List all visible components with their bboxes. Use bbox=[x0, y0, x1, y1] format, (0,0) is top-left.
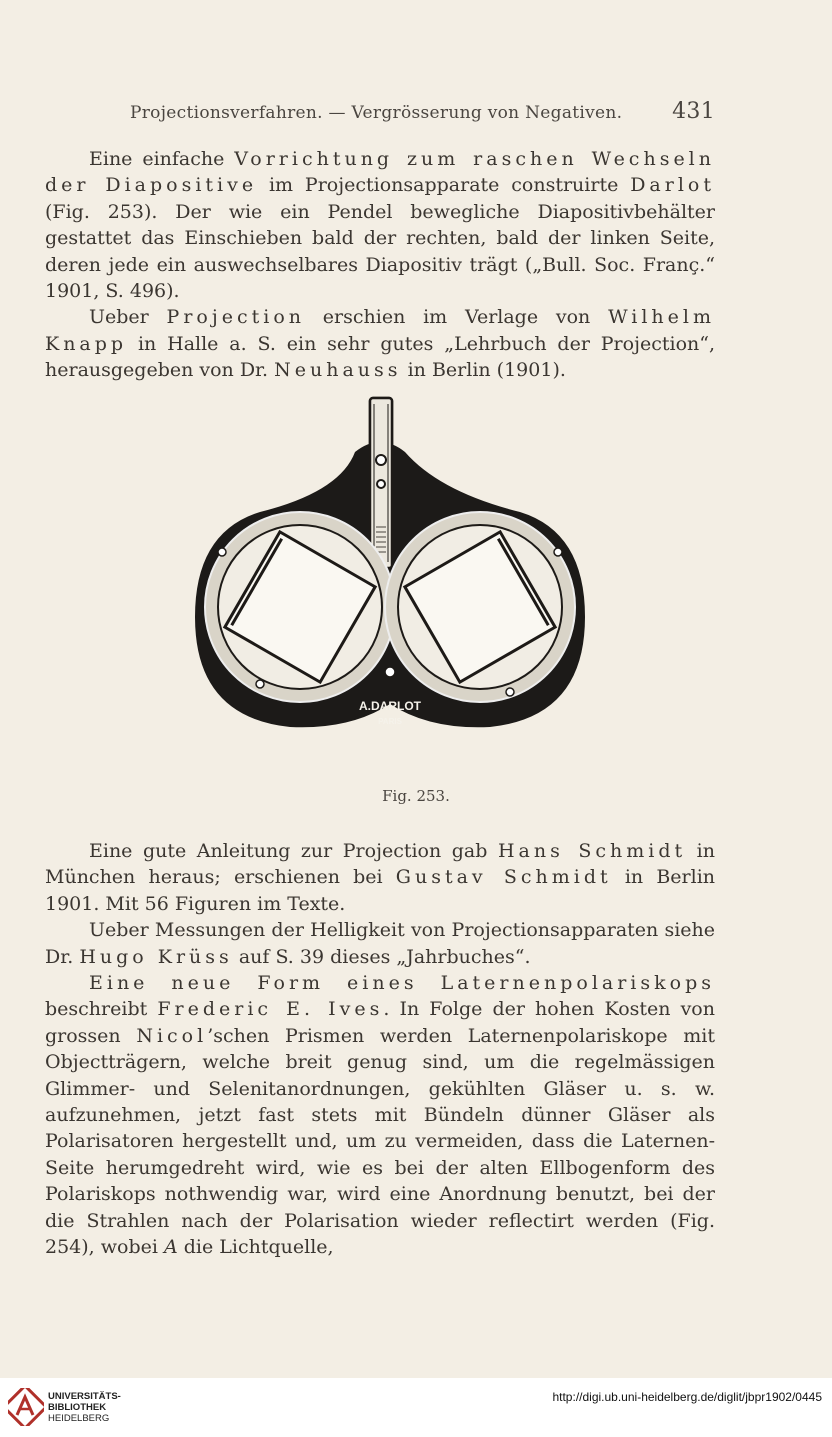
engraving-city: PARIS bbox=[378, 717, 402, 726]
figure-caption: Fig. 253. bbox=[382, 787, 450, 805]
spaced-name: Hans Schmidt bbox=[497, 840, 687, 862]
permalink-url[interactable]: http://digi.ub.uni-heidelberg.de/diglit/jbpr1902/0445 bbox=[552, 1390, 822, 1404]
library-line: UNIVERSITÄTS- bbox=[48, 1391, 121, 1402]
running-head-title: Projectionsverfahren. — Vergrösserung von Negativen. bbox=[130, 103, 623, 123]
spaced-name: Hugo Krüss bbox=[79, 945, 233, 968]
text-run: Eine gute Anleitung zur Projection gab bbox=[89, 840, 498, 862]
text-run: Ueber Messungen der Helligkeit von Projectionsapparaten siehe Dr. bbox=[45, 919, 715, 968]
spaced-term: Vorrichtung zum raschen Wechseln der Diapositive bbox=[45, 148, 715, 197]
text-run: auf S. 39 dieses „Jahrbuches“. bbox=[232, 945, 531, 968]
slide-holder-engraving bbox=[190, 392, 590, 737]
spaced-name: Darlot bbox=[630, 174, 715, 197]
text-block-bottom bbox=[45, 838, 715, 1261]
library-name bbox=[48, 1391, 121, 1424]
figure-253-slide-holder bbox=[190, 392, 590, 737]
spaced-name: Frederic E. Ives bbox=[157, 998, 384, 1021]
text-run: in Halle a. S. ein sehr gutes „Lehrbuch der Projection“, herausgegeben von Dr. bbox=[45, 332, 715, 382]
text-run: beschreibt bbox=[45, 998, 158, 1021]
text-run: Ueber bbox=[89, 306, 167, 329]
paragraph-ives bbox=[45, 970, 715, 1260]
text-run: Eine einfache bbox=[89, 148, 235, 170]
text-run: (Fig. 253). Der wie ein Pendel bewegliche Diapositivbehälter gestattet das Einschieben bald der rechten, bald der linken Seite, deren jede ein auswechselbares Diapositiv trägt („Bull. Soc. Franç.“ 1901, S. 496). bbox=[45, 200, 715, 303]
footer-bar bbox=[0, 1378, 832, 1437]
text-run: ’schen Prismen werden Laternenpolariskope mit Objectträgern, welche breit genug sind, um die regelmässigen Glimmer- und Selenitanordnungen, gekühlten Gläser u. s. w. aufzunehmen, jetzt fast stets mit Bündeln dünner Gläser als Polarisatoren hergestellt und, um zu vermeiden, dass die Laternen-Seite herumgedreht wird, wie es bei der alten Ellbogenform des Polariskops nothwendig war, wird eine Anordnung benutzt, bei der die Strahlen nach der Polarisation wieder reflectirt werden (Fig. 254), wobei bbox=[45, 1024, 715, 1259]
text-run: im Projectionsapparate construirte bbox=[257, 174, 631, 197]
page-number: 431 bbox=[672, 99, 715, 124]
text-run: . In Folge der hohen Kosten von grossen bbox=[45, 998, 715, 1047]
spaced-name: Gustav Schmidt bbox=[395, 866, 612, 889]
paragraph-kruess bbox=[45, 917, 715, 970]
spaced-term: Projection bbox=[166, 306, 306, 329]
spaced-name: Wilhelm Knapp bbox=[45, 306, 715, 355]
paragraph-schmidt bbox=[45, 838, 715, 917]
running-head bbox=[130, 99, 715, 124]
paragraph-projection-book bbox=[45, 304, 715, 383]
text-run: in München heraus; erschienen bei bbox=[45, 840, 715, 889]
spaced-name: Neuhauss bbox=[274, 359, 402, 382]
text-block-top bbox=[45, 146, 715, 384]
library-line: HEIDELBERG bbox=[48, 1413, 110, 1424]
text-run: die Lichtquelle, bbox=[177, 1236, 334, 1259]
text-run: in Berlin (1901). bbox=[401, 359, 566, 382]
text-run: in Berlin 1901. Mit 56 Figuren im Texte. bbox=[45, 866, 716, 915]
paragraph-darlot bbox=[45, 146, 715, 304]
text-run: erschien im Verlage von bbox=[305, 306, 609, 329]
italic-symbol: A bbox=[163, 1236, 178, 1259]
library-logo-icon bbox=[8, 1388, 44, 1426]
spaced-name: Nicol bbox=[136, 1024, 208, 1047]
engraving-maker: A.DARLOT bbox=[359, 699, 421, 713]
library-line: BIBLIOTHEK bbox=[48, 1402, 107, 1413]
spaced-term: Eine neue Form eines Laternenpolariskops bbox=[89, 972, 715, 995]
